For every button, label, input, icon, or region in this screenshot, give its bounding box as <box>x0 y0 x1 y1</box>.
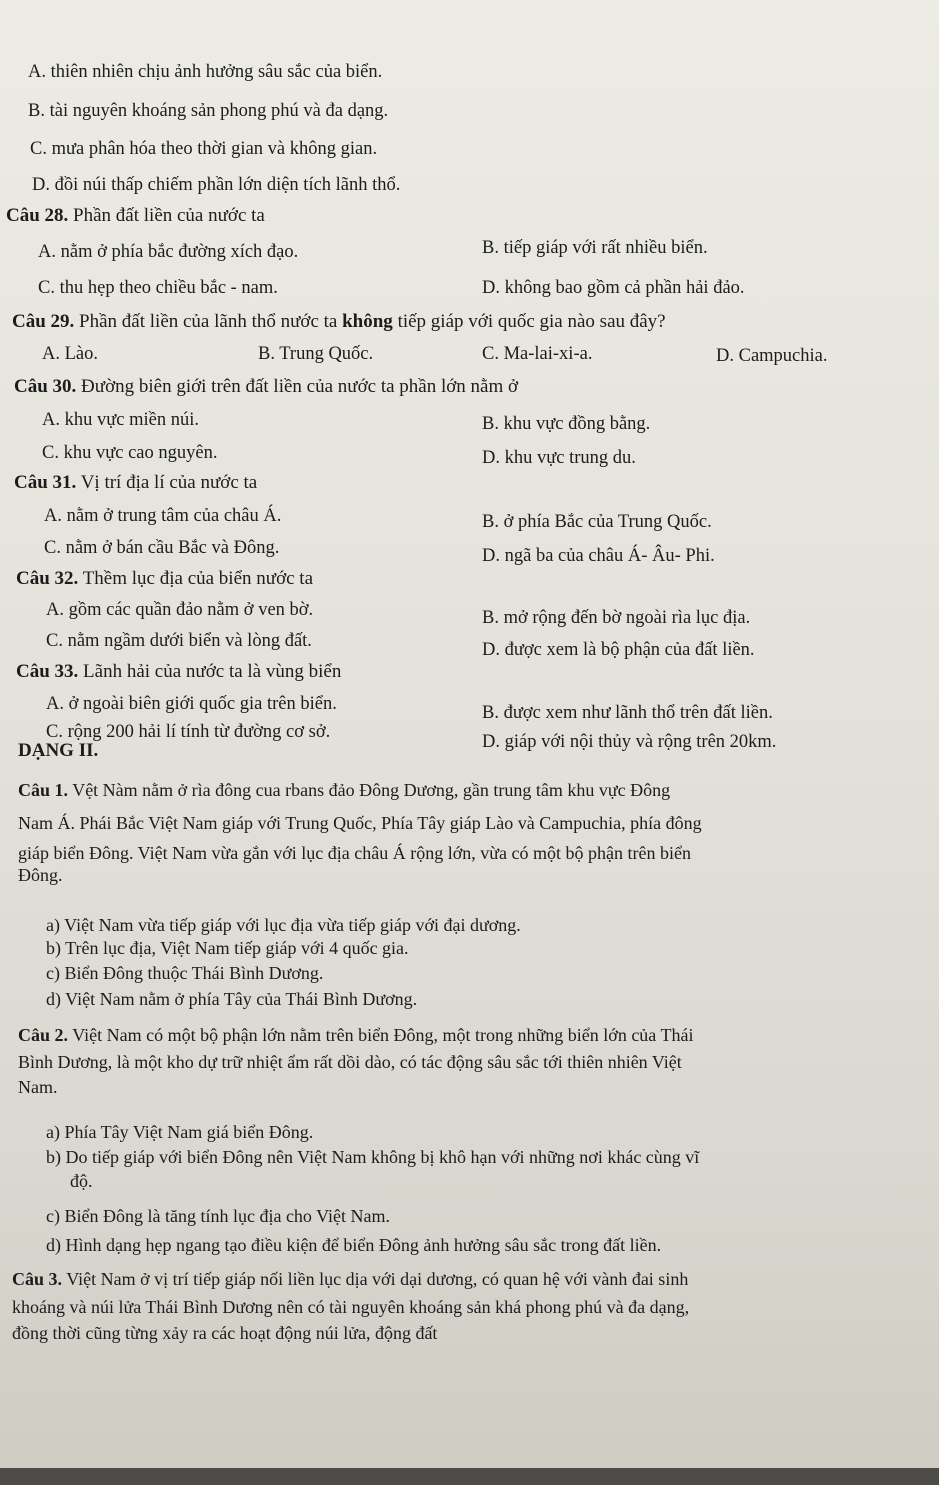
tf2-line-3: Nam. <box>18 1077 58 1097</box>
question-32-label: Câu 32. <box>16 568 79 589</box>
q33-option-d: D. giáp với nội thủy và rộng trên 20km. <box>482 732 777 752</box>
tf1-text-1: Vệt Nàm nằm ở rìa đông cua rbans đảo Đông Dương, gần trung tâm khu vực Đông <box>68 780 671 800</box>
background-surface <box>0 1468 939 1485</box>
question-31-text: Vị trí địa lí của nước ta <box>76 472 258 493</box>
q29-option-d: D. Campuchia. <box>716 346 828 366</box>
question-29 <box>12 311 666 333</box>
question-28-label: Câu 28. <box>6 205 69 226</box>
tf1-statement-d: d) Việt Nam nằm ở phía Tây của Thái Bình Dương. <box>46 989 418 1009</box>
tf2-statement-c: c) Biển Đông là tăng tính lục địa cho Việt Nam. <box>46 1206 391 1226</box>
tf3-line-1 <box>12 1268 688 1290</box>
q31-option-c: C. nằm ở bán cầu Bắc và Đông. <box>44 538 280 558</box>
tf1-statement-a: a) Việt Nam vừa tiếp giáp với lục địa vừa tiếp giáp với đại dương. <box>46 915 521 935</box>
q31-option-b: B. ở phía Bắc của Trung Quốc. <box>482 512 712 532</box>
question-33-text: Lãnh hải của nước ta là vùng biển <box>78 661 342 682</box>
tf1-line-2: Nam Á. Phái Bắc Việt Nam giáp với Trung Quốc, Phía Tây giáp Lào và Campuchia, phía đông <box>18 813 702 833</box>
question-30-label: Câu 30. <box>14 376 77 397</box>
q29-option-a: A. Lào. <box>42 344 98 364</box>
tf2-statement-d: d) Hình dạng hẹp ngang tạo điều kiện để biển Đông ảnh hưởng sâu sắc trong đất liền. <box>46 1235 662 1255</box>
prev-option-c: C. mưa phân hóa theo thời gian và không gian. <box>30 139 378 159</box>
q32-option-b: B. mở rộng đến bờ ngoài rìa lục địa. <box>482 608 751 628</box>
question-29-text-before: Phần đất liền của lãnh thổ nước ta <box>74 311 343 332</box>
prev-option-a: A. thiên nhiên chịu ảnh hưởng sâu sắc của biển. <box>28 62 383 82</box>
question-28 <box>6 205 265 227</box>
section-heading: DẠNG II. <box>18 740 99 761</box>
tf2-statement-b-cont: độ. <box>70 1171 93 1191</box>
tf1-line-3: giáp biển Đông. Việt Nam vừa gắn với lục địa châu Á rộng lớn, vừa có một bộ phận trên biển <box>18 843 691 863</box>
question-33-label: Câu 33. <box>16 661 79 682</box>
q29-option-b: B. Trung Quốc. <box>258 344 374 364</box>
q31-option-a: A. nằm ở trung tâm của châu Á. <box>44 506 282 526</box>
q31-option-d: D. ngã ba của châu Á- Âu- Phi. <box>482 546 715 566</box>
q30-option-b: B. khu vực đồng bằng. <box>482 414 651 434</box>
tf1-line-4: Đông. <box>18 865 63 885</box>
question-31 <box>14 472 257 494</box>
question-29-text-after: tiếp giáp với quốc gia nào sau đây? <box>392 311 666 332</box>
tf1-label: Câu 1. <box>18 780 69 800</box>
q30-option-c: C. khu vực cao nguyên. <box>42 443 218 463</box>
prev-option-d: D. đồi núi thấp chiếm phần lớn diện tích lãnh thổ. <box>32 175 401 195</box>
question-30 <box>14 376 518 398</box>
q28-option-c: C. thu hẹp theo chiều bắc - nam. <box>38 278 278 298</box>
tf3-label: Câu 3. <box>12 1269 63 1289</box>
q29-option-c: C. Ma-lai-xi-a. <box>482 344 593 364</box>
question-32 <box>16 568 313 590</box>
question-28-text: Phần đất liền của nước ta <box>68 205 265 226</box>
question-30-text: Đường biên giới trên đất liền của nước ta phần lớn nằm ở <box>76 376 519 397</box>
q30-option-a: A. khu vực miền núi. <box>42 410 199 430</box>
tf2-statement-b: b) Do tiếp giáp với biển Đông nên Việt Nam không bị khô hạn với những nơi khác cùng vĩ <box>46 1147 700 1167</box>
tf2-label: Câu 2. <box>18 1025 69 1045</box>
q30-option-d: D. khu vực trung du. <box>482 448 636 468</box>
tf1-statement-c: c) Biển Đông thuộc Thái Bình Dương. <box>46 963 324 983</box>
q33-option-b: B. được xem như lãnh thổ trên đất liền. <box>482 703 773 723</box>
q28-option-a: A. nằm ở phía bắc đường xích đạo. <box>38 242 299 262</box>
question-31-label: Câu 31. <box>14 472 77 493</box>
tf2-line-2: Bình Dương, là một kho dự trữ nhiệt ẩm rất dồi dào, có tác động sâu sắc tới thiên nhiên Việt <box>18 1052 682 1072</box>
tf3-line-3: đồng thời cũng từng xảy ra các hoạt động núi lửa, động đất <box>12 1323 438 1343</box>
tf2-text-1: Việt Nam có một bộ phận lớn nằm trên biển Đông, một trong những biển lớn của Thái <box>68 1025 694 1045</box>
tf3-line-2: khoáng và núi lửa Thái Bình Dương nên có tài nguyên khoáng sản khá phong phú và đa dạng, <box>12 1297 690 1317</box>
tf2-statement-a: a) Phía Tây Việt Nam giá biển Đông. <box>46 1122 314 1142</box>
q32-option-a: A. gồm các quần đảo nằm ở ven bờ. <box>46 600 314 620</box>
q28-option-b: B. tiếp giáp với rất nhiều biển. <box>482 238 708 258</box>
q28-option-d: D. không bao gồm cả phần hải đảo. <box>482 278 745 298</box>
q32-option-d: D. được xem là bộ phận của đất liền. <box>482 640 755 660</box>
tf1-line-1 <box>18 779 670 801</box>
question-29-emphasis: không <box>342 311 393 332</box>
question-32-text: Thềm lục địa của biển nước ta <box>78 568 314 589</box>
tf2-line-1 <box>18 1024 693 1046</box>
q33-option-c: C. rộng 200 hải lí tính từ đường cơ sở. <box>46 722 331 742</box>
tf1-statement-b: b) Trên lục địa, Việt Nam tiếp giáp với 4 quốc gia. <box>46 938 409 958</box>
question-33 <box>16 661 341 683</box>
tf3-text-1: Việt Nam ở vị trí tiếp giáp nối liền lục dịa với dại dương, có quan hệ với vành đai sinh <box>62 1269 689 1289</box>
prev-option-b: B. tài nguyên khoáng sản phong phú và đa dạng. <box>28 101 389 121</box>
q33-option-a: A. ở ngoài biên giới quốc gia trên biển. <box>46 694 337 714</box>
q32-option-c: C. nằm ngầm dưới biển và lòng đất. <box>46 631 312 651</box>
question-29-label: Câu 29. <box>12 311 75 332</box>
